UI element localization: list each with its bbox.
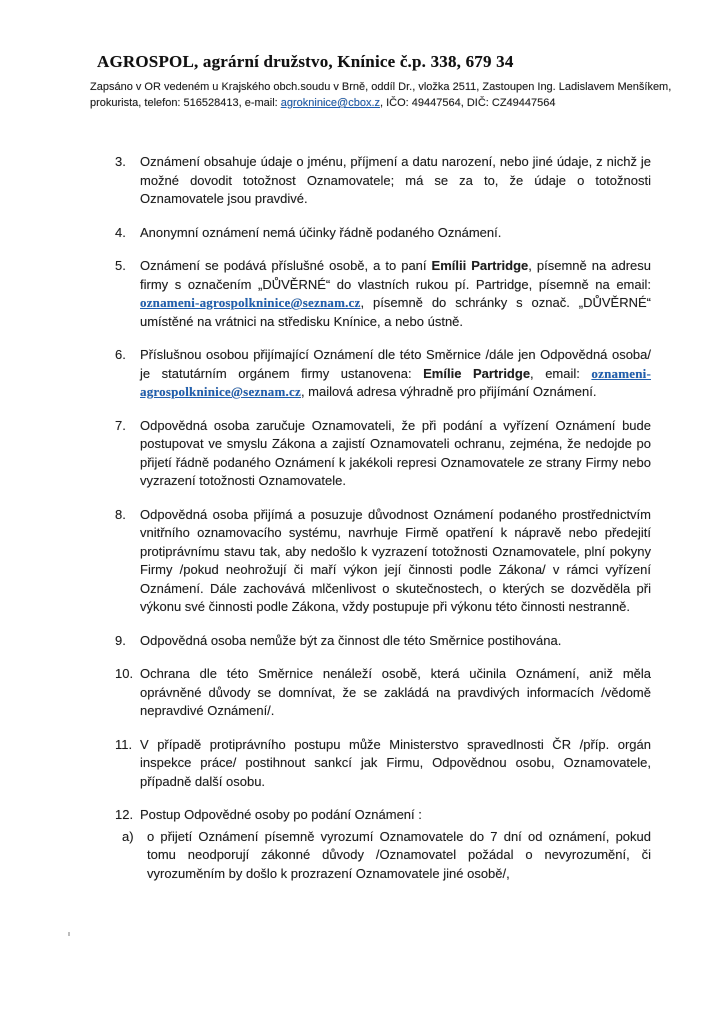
text-run: V případě protiprávního postupu může Ministerstvo spravedlnosti ČR /příp. orgán inspekce práce/ postihnout sankcí jak Firmu, Odpovědnou osobu, Oznamovatele, případně další osobu. [140, 736, 651, 789]
text-run: Odpovědná osoba nemůže být za činnost dle této Směrnice postihována. [140, 632, 562, 648]
item-number: 4. [115, 224, 126, 240]
item-text [140, 665, 651, 721]
text-run: , email: [530, 365, 592, 381]
list-item-6 [115, 346, 651, 402]
item-text [140, 257, 651, 331]
text-run: Anonymní oznámení nemá účinky řádně podaného Oznámení. [140, 224, 502, 240]
letterhead [90, 0, 674, 111]
subitem-letter: a) [122, 828, 134, 844]
text-run: Příslušnou osobou přijímající Oznámení dle této Směrnice /dále jen Odpovědná osoba/ je statutárním orgánem firmy ustanovena: [140, 347, 651, 381]
text-run: Odpovědná osoba zaručuje Oznamovateli, že při podání a vyřízení Oznámení bude postupovat ve smyslu Zákona a zajistí Oznamovateli ochranu, zejména, že nedojde po přijetí řádně podaného Oznámení k jakékoli represi Oznamovatele ze strany Firmy nebo vyzrazení totožnosti Oznamovatele. [140, 417, 651, 488]
company-registration-line1: Zapsáno v OR vedeném u Krajského obch.soudu v Brně, oddíl Dr., vložka 2511, Zastoupen Ing. Ladislavem Menšíkem, [90, 81, 672, 93]
text-run: Emílii Partridge [431, 258, 529, 273]
list-item-12 [115, 806, 651, 825]
company-registration-line2 [90, 95, 674, 111]
list-item-8 [115, 506, 651, 617]
list-item-9 [115, 632, 651, 651]
item-text [140, 224, 651, 243]
email-link[interactable]: oznameni-agrospolkninice@seznam.cz [140, 365, 651, 399]
item-text [140, 153, 651, 209]
text-run: Ochrana dle této Směrnice nenáleží osobě, která učinila Oznámení, aniž měla oprávněné důvody se domnívat, že se zakládá na pravdivých informacích /vědomě nepravdivé Oznámení/. [140, 666, 651, 718]
company-title: AGROSPOL, agrární družstvo, Knínice č.p. 338, 679 34 [97, 52, 514, 71]
list-item-3 [115, 153, 651, 209]
email-link[interactable]: oznameni-agrospolkninice@seznam.cz [140, 295, 361, 310]
item-number: 9. [115, 632, 126, 648]
subitem-text [147, 828, 651, 884]
text-run: , IČO: 49447564, DIČ: CZ49447564 [380, 97, 556, 109]
text-run: Emílie Partridge [423, 365, 531, 381]
list-item-11 [115, 736, 651, 792]
text-run: o přijetí Oznámení písemně vyrozumí Oznamovatele do 7 dní od oznámení, pokud tomu neodporují zákonné důvody /Oznamovatel požádal o nevyrozumění, či vyrozuměním by došlo k prozrazení Oznamovatele jiné osobě/, [147, 828, 651, 881]
item-number: 12. [115, 807, 134, 822]
numbered-list [115, 153, 651, 883]
item-number: 11. [115, 736, 133, 752]
list-item-5 [115, 257, 651, 331]
email-link[interactable]: agrokninice@cbox.z [280, 97, 380, 109]
text-run: prokurista, telefon: 516528413, e-mail: [90, 97, 281, 109]
text-run: , mailová adresa výhradně pro přijímání Oznámení. [300, 384, 597, 399]
item-text [140, 736, 651, 792]
text-run: Oznámení obsahuje údaje o jménu, příjmení a datu narození, nebo jiné údaje, z nichž je možné dovodit totožnost Oznamovatele; má se za to, že údaje o totožnosti Oznamovatele jsou pravdivé. [140, 154, 651, 206]
list-item-10 [115, 665, 651, 721]
text-run: Oznámení se podává příslušné osobě, a to paní [140, 258, 432, 273]
list-subitem-a [122, 828, 651, 884]
item-number: 6. [115, 347, 126, 362]
item-number: 5. [115, 258, 126, 273]
text-run: Odpovědná osoba přijímá a posuzuje důvodnost Oznámení podaného prostřednictvím vnitřního oznamovacího systému, navrhuje Firmě opatření k nápravě nebo předejití protiprávnímu stavu tak, aby nedošlo k vyzrazení totožnosti Oznamovatele, plní pokyny Firmy /pokud neohrožují či maří výkon její činnosti podle Zákona/ v rámci vyřízení Oznámení. Dále zachovává mlčenlivost o skutečnostech, o kterých se dozvěděla při výkonu své činnosti podle Zákona, vždy postupuje při výkonu této činnosti nestranně. [140, 506, 651, 614]
item-text [140, 806, 651, 825]
item-text [140, 417, 651, 491]
scan-speck [68, 932, 70, 936]
item-number: 3. [115, 154, 126, 169]
list-item-7 [115, 417, 651, 491]
text-run: , písemně na adresu firmy s označením „DŮVĚRNÉ“ do vlastních rukou pí. Partridge, písemně na email: [140, 258, 651, 292]
item-text [140, 506, 651, 617]
item-number: 10. [115, 666, 134, 681]
item-text [140, 632, 651, 651]
text-run: Postup Odpovědné osoby po podání Oznámení : [140, 807, 422, 822]
item-number: 7. [115, 417, 126, 433]
list-item-4 [115, 224, 651, 243]
item-text [140, 346, 651, 402]
text-run: , písemně do schránky s označ. „DŮVĚRNÉ“ umístěné na vrátnici na středisku Knínice, a nebo ústně. [140, 295, 651, 329]
item-number: 8. [115, 506, 126, 522]
